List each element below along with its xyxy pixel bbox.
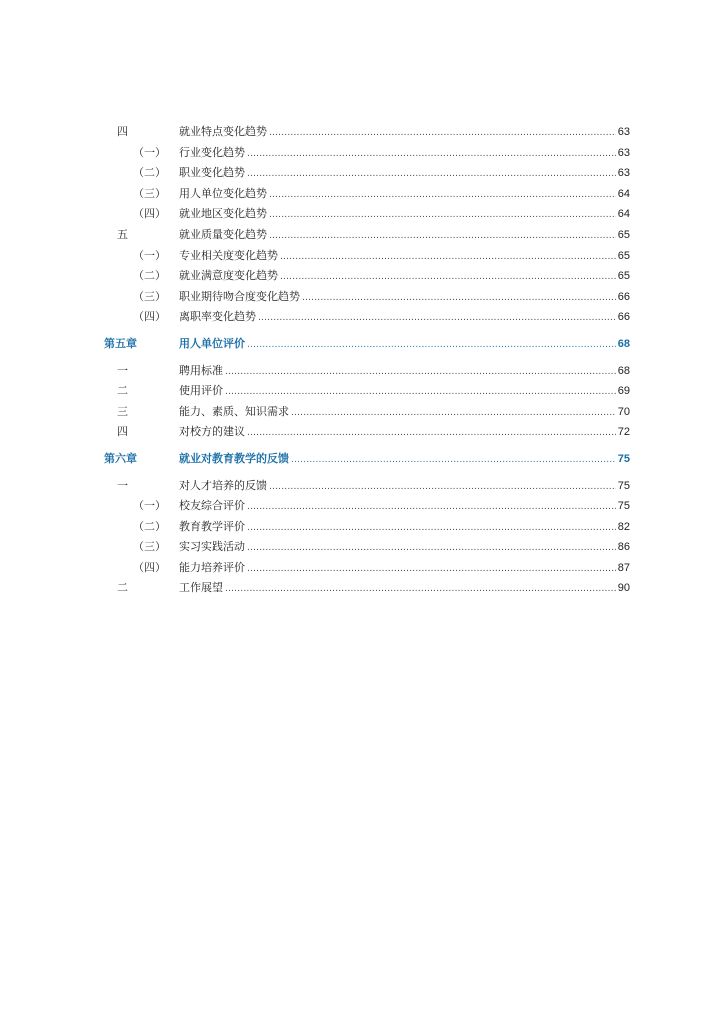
toc-entry-number: （三） [133, 186, 166, 200]
dot-leader [291, 450, 616, 471]
toc-entry-ability-evaluation[interactable] [0, 558, 724, 579]
toc-entry-page: 64 [617, 208, 630, 221]
toc-entry-number: 四 [117, 425, 128, 439]
toc-entry-number: （三） [133, 289, 166, 303]
toc-entry-section-4[interactable] [0, 122, 724, 143]
table-of-contents [0, 122, 724, 599]
toc-entry-title: 能力培养评价 [179, 560, 245, 574]
toc-entry-number: （四） [133, 560, 166, 574]
toc-chapter-6[interactable] [0, 449, 724, 470]
toc-entry-title: 教育教学评价 [179, 519, 245, 533]
dot-leader [247, 423, 616, 444]
toc-entry-page: 86 [617, 541, 630, 554]
dot-leader [247, 559, 616, 580]
toc-entry-title: 职业变化趋势 [179, 166, 245, 180]
toc-entry-turnover-trend[interactable] [0, 307, 724, 328]
toc-entry-satisfaction-trend[interactable] [0, 266, 724, 287]
toc-entry-page: 66 [617, 290, 630, 303]
toc-entry-title: 就业满意度变化趋势 [179, 269, 278, 283]
toc-entry-page: 65 [617, 249, 630, 262]
toc-entry-number: 二 [117, 581, 128, 595]
toc-entry-number: 五 [117, 227, 128, 241]
toc-entry-major-relevance-trend[interactable] [0, 246, 724, 267]
toc-entry-page: 82 [617, 520, 630, 533]
toc-entry-page: 63 [617, 126, 630, 138]
toc-entry-page: 64 [617, 187, 630, 200]
toc-entry-title: 专业相关度变化趋势 [179, 248, 278, 262]
dot-leader [225, 382, 616, 403]
toc-entry-page: 75 [617, 479, 630, 492]
toc-entry-number: （四） [133, 310, 166, 324]
toc-chapter-title: 就业对教育教学的反馈 [179, 451, 289, 465]
toc-entry-title: 就业特点变化趋势 [179, 125, 267, 138]
toc-entry-number: （四） [133, 207, 166, 221]
toc-chapter-number: 第五章 [104, 336, 137, 350]
dot-leader [269, 477, 616, 498]
dot-leader [247, 144, 616, 165]
toc-entry-work-outlook[interactable] [0, 578, 724, 599]
toc-entry-page: 63 [617, 146, 630, 159]
toc-entry-employer-trend[interactable] [0, 184, 724, 205]
toc-entry-number: （二） [133, 519, 166, 533]
toc-entry-talent-feedback[interactable] [0, 476, 724, 497]
dot-leader [225, 362, 616, 383]
toc-entry-number: （一） [133, 145, 166, 159]
dot-leader [302, 288, 616, 309]
toc-entry-usage-evaluation[interactable] [0, 381, 724, 402]
toc-entry-number: （一） [133, 499, 166, 513]
toc-entry-number: 二 [117, 384, 128, 398]
toc-entry-title: 能力、素质、知识需求 [179, 404, 289, 418]
toc-chapter-title: 用人单位评价 [179, 336, 245, 350]
toc-entry-page: 65 [617, 228, 630, 241]
toc-entry-title: 实习实践活动 [179, 540, 245, 554]
toc-entry-region-trend[interactable] [0, 204, 724, 225]
toc-entry-title: 校友综合评价 [179, 499, 245, 513]
toc-entry-title: 使用评价 [179, 384, 223, 398]
toc-chapter-5[interactable] [0, 334, 724, 355]
toc-entry-title: 就业地区变化趋势 [179, 207, 267, 221]
toc-entry-industry-trend[interactable] [0, 143, 724, 164]
toc-entry-internship-practice[interactable] [0, 537, 724, 558]
dot-leader [291, 403, 616, 424]
dot-leader [269, 185, 616, 206]
dot-leader [269, 123, 616, 144]
dot-leader [280, 267, 616, 288]
toc-entry-number: （三） [133, 540, 166, 554]
dot-leader [247, 335, 616, 356]
toc-entry-occupation-trend[interactable] [0, 163, 724, 184]
toc-entry-title: 行业变化趋势 [179, 145, 245, 159]
toc-entry-alumni-evaluation[interactable] [0, 496, 724, 517]
dot-leader [258, 308, 616, 329]
toc-entry-page: 66 [617, 311, 630, 324]
toc-entry-title: 聘用标准 [179, 363, 223, 377]
toc-entry-number: （二） [133, 166, 166, 180]
toc-entry-title: 离职率变化趋势 [179, 310, 256, 324]
toc-entry-page: 68 [617, 364, 630, 377]
dot-leader [247, 518, 616, 539]
toc-entry-number: 一 [117, 363, 128, 377]
toc-chapter-page: 75 [617, 452, 630, 465]
toc-entry-page: 72 [617, 426, 630, 439]
toc-chapter-page: 68 [617, 337, 630, 350]
toc-entry-number: （二） [133, 269, 166, 283]
toc-entry-title: 工作展望 [179, 581, 223, 595]
toc-entry-title: 职业期待吻合度变化趋势 [179, 289, 300, 303]
dot-leader [247, 164, 616, 185]
toc-entry-section-5[interactable] [0, 225, 724, 246]
dot-leader [247, 538, 616, 559]
dot-leader [225, 579, 616, 600]
dot-leader [269, 205, 616, 226]
toc-entry-page: 69 [617, 385, 630, 398]
toc-entry-title: 对校方的建议 [179, 425, 245, 439]
toc-entry-school-suggestions[interactable] [0, 422, 724, 443]
toc-entry-teaching-evaluation[interactable] [0, 517, 724, 538]
toc-entry-page: 65 [617, 270, 630, 283]
dot-leader [280, 247, 616, 268]
toc-entry-number: 三 [117, 404, 128, 418]
dot-leader [269, 226, 616, 247]
toc-entry-title: 就业质量变化趋势 [179, 227, 267, 241]
toc-entry-page: 75 [617, 500, 630, 513]
toc-entry-skill-needs[interactable] [0, 402, 724, 423]
toc-entry-hiring-criteria[interactable] [0, 361, 724, 382]
dot-leader [247, 497, 616, 518]
toc-entry-number: 一 [117, 478, 128, 492]
toc-entry-title: 对人才培养的反馈 [179, 478, 267, 492]
toc-entry-expectation-match-trend[interactable] [0, 287, 724, 308]
toc-entry-title: 用人单位变化趋势 [179, 186, 267, 200]
toc-entry-page: 90 [617, 582, 630, 595]
toc-entry-page: 63 [617, 167, 630, 180]
toc-entry-page: 70 [617, 405, 630, 418]
toc-entry-number: （一） [133, 248, 166, 262]
toc-chapter-number: 第六章 [104, 451, 137, 465]
toc-entry-page: 87 [617, 561, 630, 574]
toc-entry-number: 四 [117, 125, 128, 138]
